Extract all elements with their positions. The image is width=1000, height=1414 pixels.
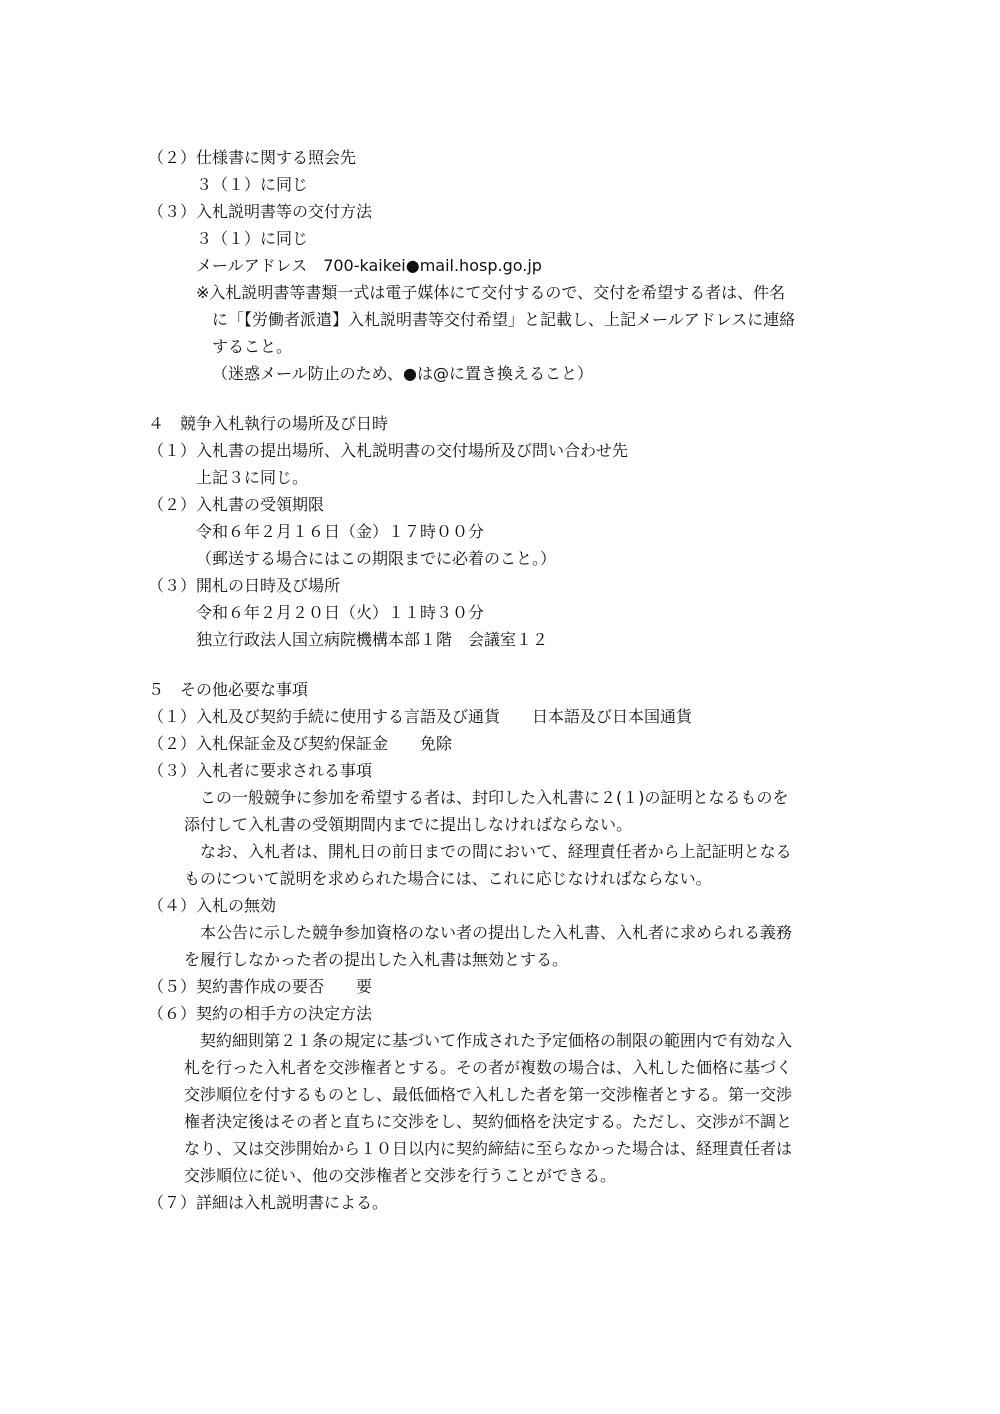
- item-heading: （３）開札の日時及び場所: [148, 576, 341, 595]
- item-text: （郵送する場合にはこの期限までに必着のこと。）: [196, 549, 557, 568]
- deadline-text: 令和６年２月１６日（金）１７時００分: [196, 522, 485, 541]
- email-address-line: メールアドレス 700-kaikei●mail.hosp.go.jp: [196, 256, 542, 275]
- item-text: ３（１）に同じ: [196, 175, 309, 194]
- item-heading: （４）入札の無効: [148, 896, 277, 915]
- paragraph-text: 交渉順位に従い、他の交渉権者と交渉を行うことができる。: [184, 1166, 617, 1185]
- item-heading: （５）契約書作成の要否 要: [148, 977, 373, 996]
- paragraph-text: 札を行った入札者を交渉権者とする。その者が複数の場合は、入札した価格に基づく: [184, 1058, 793, 1077]
- note-text: すること。: [212, 337, 293, 356]
- paragraph-text: 権者決定後はその者と直ちに交渉をし、契約価格を決定する。ただし、交渉が不調と: [184, 1112, 793, 1131]
- paragraph-text: なお、入札者は、開札日の前日までの間において、経理責任者から上記証明となる: [200, 842, 792, 861]
- item-text: ３（１）に同じ: [196, 229, 309, 248]
- section-title: ４ 競争入札執行の場所及び日時: [148, 414, 389, 433]
- item-heading: （３）入札者に要求される事項: [148, 761, 373, 780]
- paragraph-text: 交渉順位を付するものとし、最低価格で入札した者を第一交渉権者とする。第一交渉: [184, 1085, 793, 1104]
- item-heading: （１）入札及び契約手続に使用する言語及び通貨 日本語及び日本国通貨: [148, 707, 693, 726]
- paragraph-text: を履行しなかった者の提出した入札書は無効とする。: [184, 950, 569, 969]
- paragraph-text: ものについて説明を求められた場合には、これに応じなければならない。: [184, 869, 712, 888]
- item-heading: （７）詳細は入札説明書による。: [148, 1193, 389, 1212]
- item-heading: （６）契約の相手方の決定方法: [148, 1004, 373, 1023]
- item-heading: （２）入札保証金及び契約保証金 免除: [148, 734, 453, 753]
- paragraph-text: 添付して入札書の受領期間内までに提出しなければならない。: [184, 815, 633, 834]
- item-heading: （２）入札書の受領期限: [148, 495, 325, 514]
- paragraph-text: この一般競争に参加を希望する者は、封印した入札書に２(１)の証明となるものを: [200, 788, 789, 807]
- opening-date-text: 令和６年２月２０日（火）１１時３０分: [196, 603, 485, 622]
- item-heading: （２）仕様書に関する照会先: [148, 148, 357, 167]
- item-heading: （１）入札書の提出場所、入札説明書の交付場所及び問い合わせ先: [148, 441, 629, 460]
- note-text: ※入札説明書等書類一式は電子媒体にて交付するので、交付を希望する者は、件名: [196, 283, 786, 302]
- section-title: ５ その他必要な事項: [148, 680, 309, 699]
- note-text: （迷惑メール防止のため、●は@に置き換えること）: [212, 364, 594, 383]
- item-text: 上記３に同じ。: [196, 468, 309, 487]
- paragraph-text: なり、又は交渉開始から１０日以内に契約締結に至らなかった場合は、経理責任者は: [184, 1139, 793, 1158]
- note-text: に「【労働者派遣】入札説明書等交付希望」と記載し、上記メールアドレスに連絡: [212, 310, 796, 329]
- opening-place-text: 独立行政法人国立病院機構本部１階 会議室１２: [196, 630, 549, 649]
- item-heading: （３）入札説明書等の交付方法: [148, 202, 373, 221]
- paragraph-text: 契約細則第２１条の規定に基づいて作成された予定価格の制限の範囲内で有効な入: [200, 1031, 793, 1050]
- paragraph-text: 本公告に示した競争参加資格のない者の提出した入札書、入札者に求められる義務: [200, 923, 793, 942]
